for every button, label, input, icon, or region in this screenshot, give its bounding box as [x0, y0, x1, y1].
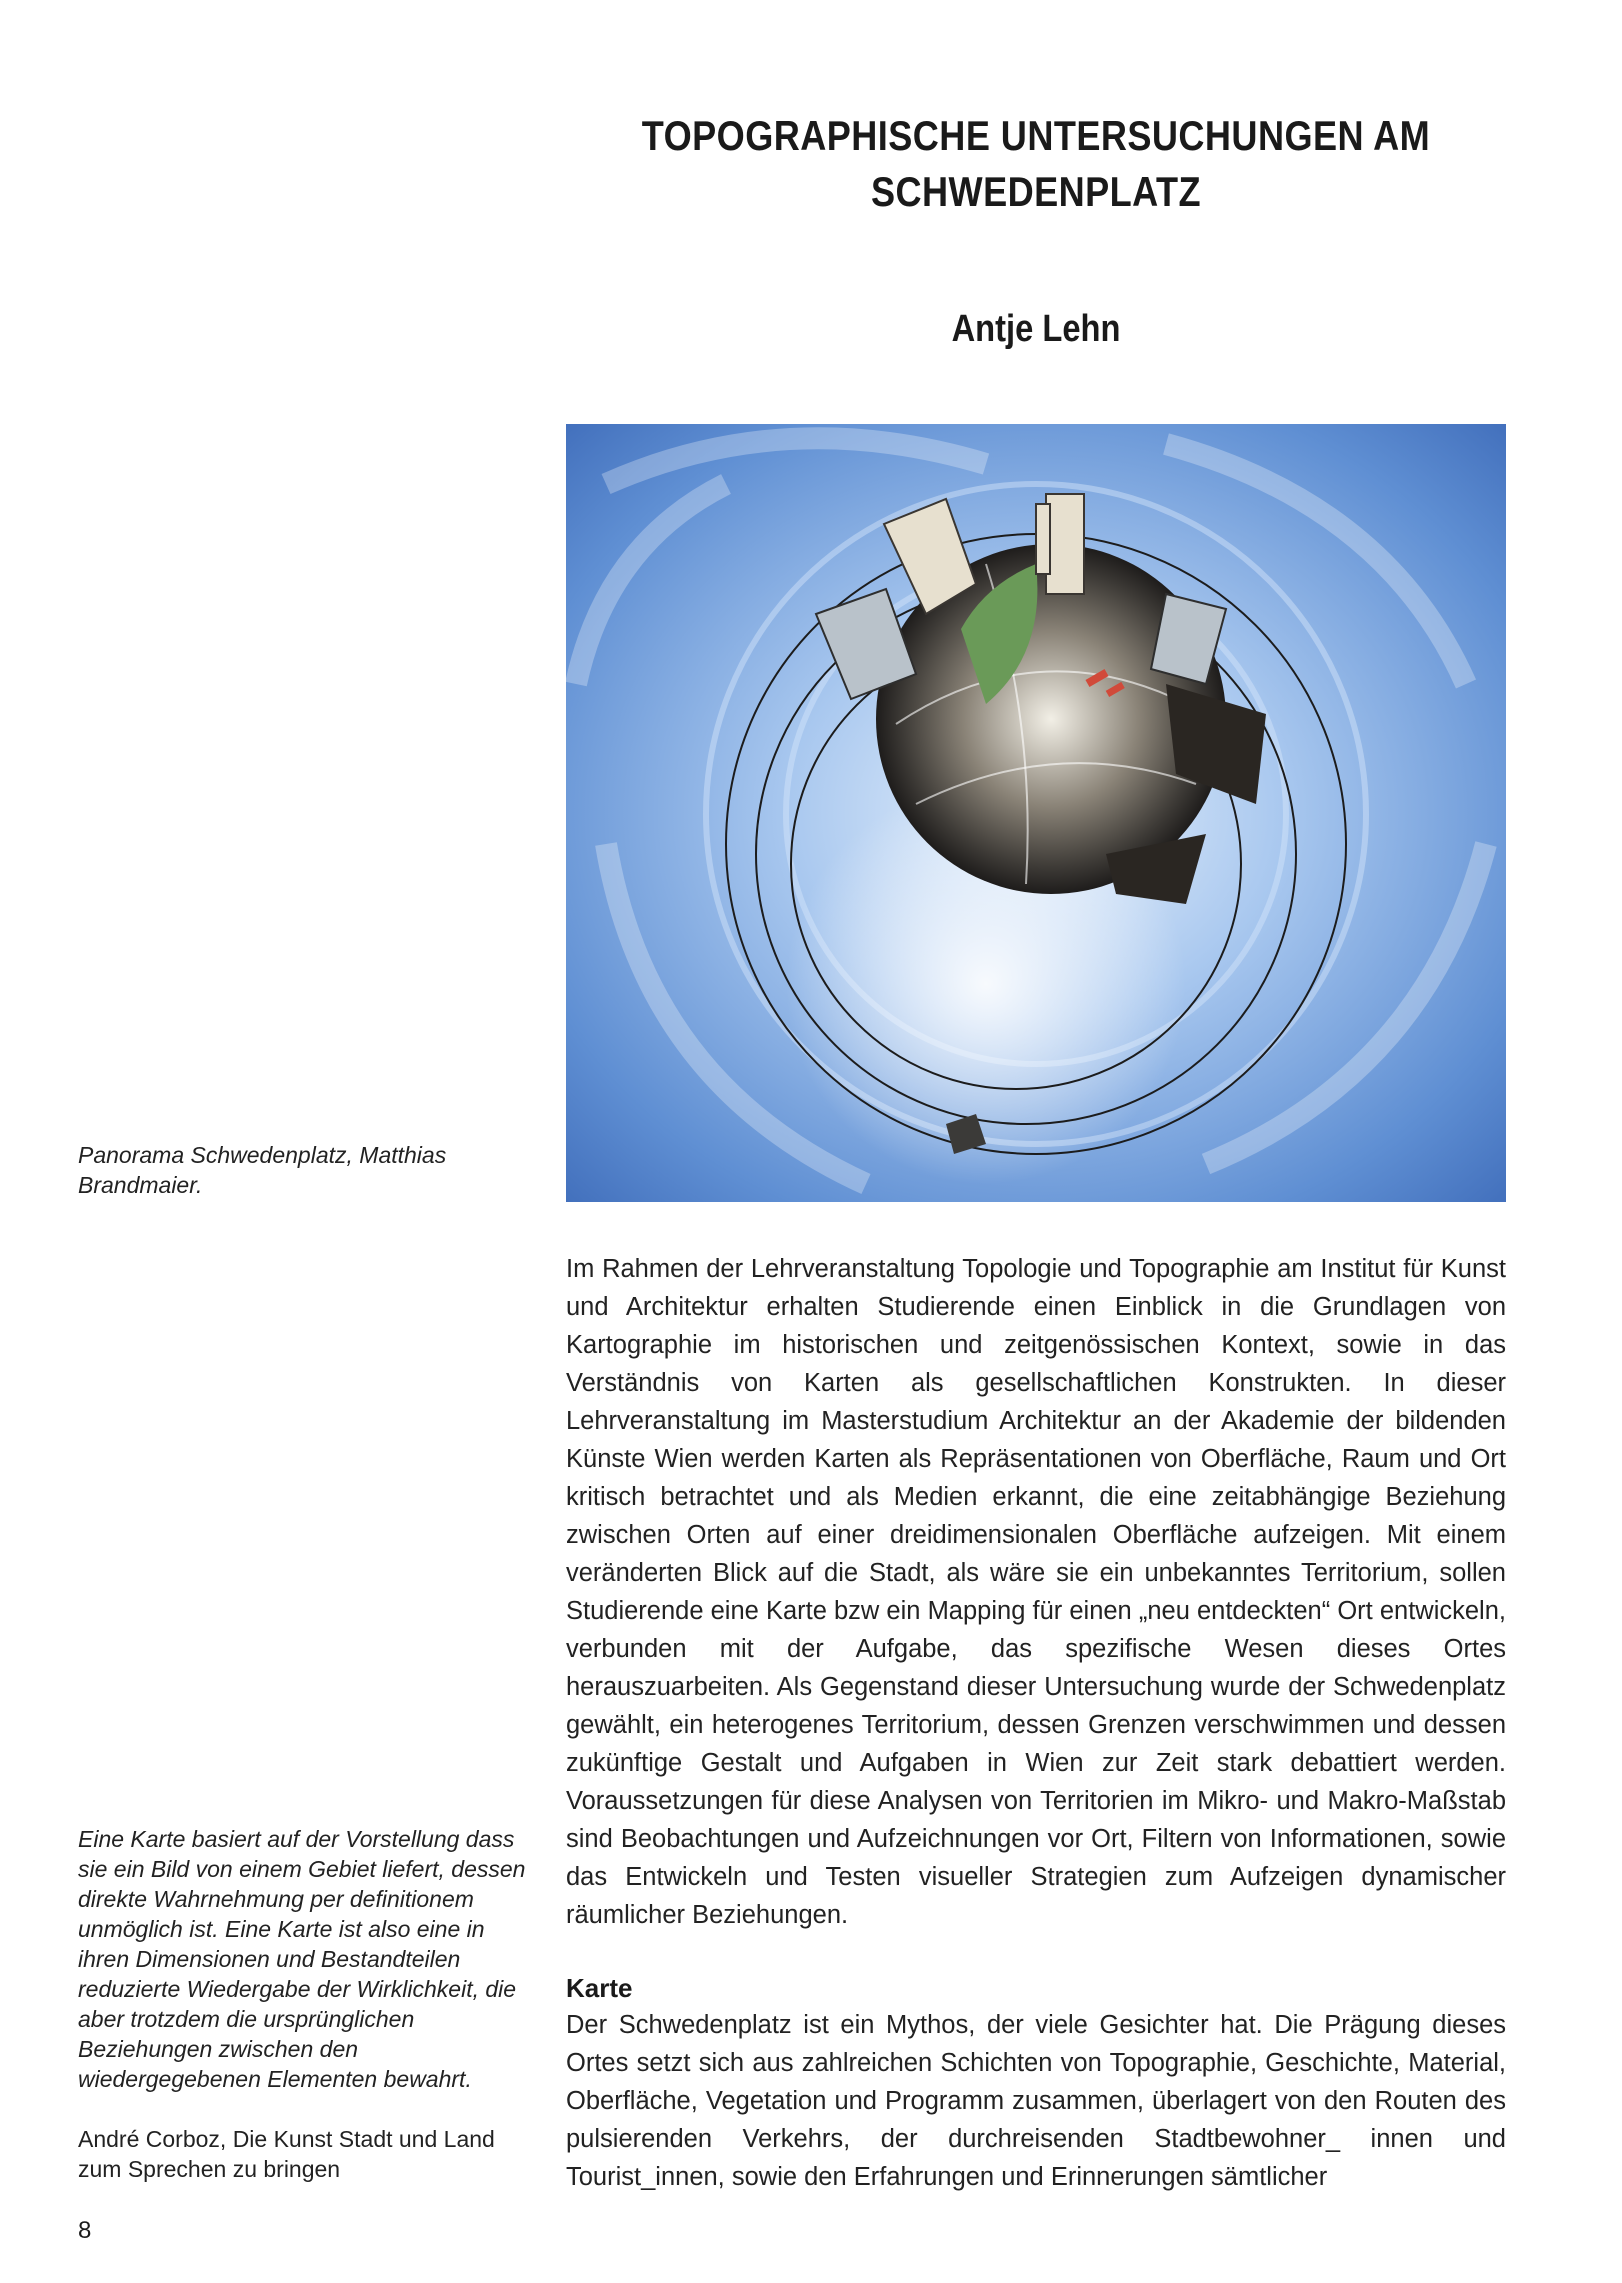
figure-caption: Panorama Schwedenplatz, Matthias Brandmaier. — [78, 1142, 447, 1198]
article-author: Antje Lehn — [951, 308, 1121, 350]
page-number: 8 — [78, 2217, 92, 2244]
section-heading: Karte — [566, 1973, 633, 2003]
panorama-image — [566, 424, 1506, 1202]
section-text: Der Schwedenplatz ist ein Mythos, der viele Gesichter hat. Die Prägung dieses Ortes setzt sich aus zahlreichen Schichten von Topographie, Geschichte, Material, Oberfläche, Vegetation und Programm zusammen, überlagert von den Routen des pulsierenden Verkehrs, der durchreisenden Stadtbewohner_ innen und Tourist_innen, sowie den Erfahrungen und Erinnerungen sämtlicher — [566, 2011, 1506, 2191]
quote-attribution: André Corboz, Die Kunst Stadt und Land zum Sprechen zu bringen — [78, 2126, 495, 2182]
body-intro: Im Rahmen der Lehrveranstaltung Topologie und Topographie am Institut für Kunst und Architektur erhalten Studierende einen Einblick in die Grundlagen von Kartographie im historischen und zeitgenössischen Kontext, sowie in das Verständnis von Karten als gesellschaftlichen Konstrukten. In dieser Lehrveranstaltung im Masterstudium Architektur an der Akademie der bildenden Künste Wien werden Karten als Repräsentationen von Oberfläche, Raum und Ort kritisch betrachtet und als Medien erkannt, die eine zeitabhängige Beziehung zwischen Orten auf einer dreidimensionalen Oberfläche aufzeigen. Mit einem veränderten Blick auf die Stadt, als wäre sie ein unbekanntes Territorium, sollen Studierende eine Karte bzw ein Mapping für einen „neu entdeckten“ Ort entwickeln, verbunden mit der Aufgabe, das spezifische Wesen dieses Ortes herauszuarbeiten. Als Gegenstand dieser Untersuchung wurde der Schwedenplatz gewählt, ein heterogenes Territorium, dessen Grenzen verschwimmen und dessen zukünftige Gestalt und Aufgaben in Wien zur Zeit stark debattiert werden. Voraussetzungen für diese Analysen von Territorien im Mikro- und Makro-Maßstab sind Beobachtungen und Aufzeichnungen vor Ort, Filtern von Informationen, sowie das Entwickeln und Testen visueller Strategien zum Aufzeigen dynamischer räumlicher Beziehungen. — [566, 1255, 1506, 1929]
sidebar-quote: Eine Karte basiert auf der Vorstellung dass sie ein Bild von einem Gebiet liefert, dessen direkte Wahrnehmung per definitionem unmöglich ist. Eine Karte ist also eine in ihren Dimensionen und Bestandteilen reduzierte Wiedergabe der Wirklichkeit, die aber trotzdem die ursprünglichen Beziehungen zwischen den wiedergegebenen Elementen bewahrt. — [78, 1826, 526, 2092]
article-title: TOPOGRAPHISCHE UNTERSUCHUNGEN AM SCHWEDENPLATZ — [641, 112, 1431, 215]
